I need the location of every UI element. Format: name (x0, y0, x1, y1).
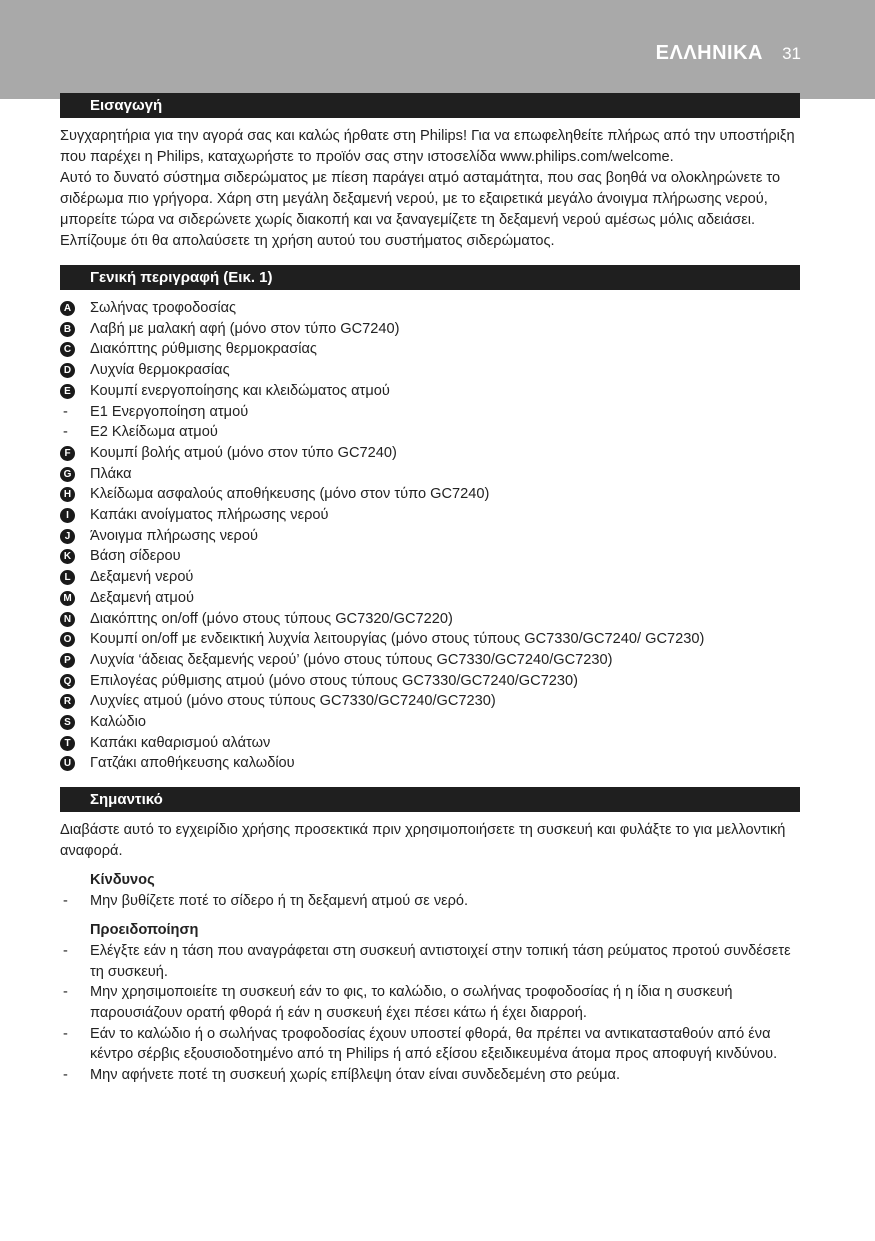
part-letter-badge: C (60, 342, 75, 357)
part-letter-badge: L (60, 570, 75, 585)
part-item-text: Δεξαμενή ατμού (90, 589, 194, 606)
section-title-important: Σημαντικό (60, 787, 800, 812)
dash-marker: - (63, 893, 68, 910)
part-item-text: Επιλογέας ρύθμισης ατμού (μόνο στους τύπους GC7330/GC7240/GC7230) (90, 672, 579, 689)
part-letter-badge: R (60, 694, 75, 709)
section-title-intro: Εισαγωγή (60, 93, 800, 118)
warning-item (60, 1024, 800, 1065)
part-item-text: Κουμπί βολής ατμού (μόνο στον τύπο GC7240) (90, 444, 397, 461)
danger-item-text: Μην βυθίζετε ποτέ το σίδερο ή τη δεξαμενή ατμού σε νερό. (90, 893, 469, 910)
intro-paragraph: Ελπίζουμε ότι θα απολαύσετε τη χρήση αυτού του συστήματος σιδερώματος. (60, 233, 555, 249)
part-item (60, 381, 800, 402)
part-letter-badge: M (60, 591, 75, 606)
part-item (60, 505, 800, 526)
part-item (60, 526, 800, 547)
part-item (60, 339, 800, 360)
warning-item-text: Ελέγξτε εάν η τάση που αναγράφεται στη συσκευή αντιστοιχεί στην τοπική τάση ρεύματος προτού συνδέσετε τη συσκευή. (90, 942, 791, 980)
part-letter-badge: I (60, 508, 75, 523)
part-item-text: Λυχνία θερμοκρασίας (90, 362, 230, 379)
part-item-text: Διακόπτης on/off (μόνο στους τύπους GC7320/GC7220) (90, 610, 453, 627)
part-letter-badge: U (60, 756, 75, 771)
part-item-text: Καπάκι καθαρισμού αλάτων (90, 734, 271, 751)
part-letter-badge: D (60, 363, 75, 378)
part-item (60, 422, 800, 443)
part-item (60, 691, 800, 712)
dash-marker: - (63, 1025, 68, 1042)
dash-marker: - (63, 1067, 68, 1084)
warning-list (60, 941, 800, 1086)
dash-marker: - (63, 984, 68, 1001)
page-header (0, 0, 875, 99)
part-letter-badge: P (60, 653, 75, 668)
part-item-text: Γατζάκι αποθήκευσης καλωδίου (90, 755, 295, 772)
warning-item-text: Εάν το καλώδιο ή ο σωλήνας τροφοδοσίας έχουν υποστεί φθορά, θα πρέπει να αντικατασταθούν από ένα κέντρο σέρβις εξουσιοδοτημένο από τη Philips ή από εξίσου εξειδικευμένα άτομα προς αποφυγή κινδύνου. (90, 1025, 778, 1063)
danger-item (60, 891, 800, 912)
part-item (60, 753, 800, 774)
part-item (60, 609, 800, 630)
part-letter-badge: F (60, 446, 75, 461)
part-item-text: Πλάκα (90, 465, 132, 482)
part-letter-badge: G (60, 467, 75, 482)
part-item (60, 733, 800, 754)
important-text (60, 820, 800, 1086)
part-item-text: Κουμπί on/off με ενδεικτική λυχνία λειτουργίας (μόνο στους τύπους GC7330/GC7240/ GC7230) (90, 631, 705, 648)
dash-marker: - (63, 942, 68, 959)
warning-item (60, 982, 800, 1023)
part-letter-badge: H (60, 487, 75, 502)
part-item (60, 464, 800, 485)
part-item (60, 360, 800, 381)
part-item (60, 319, 800, 340)
part-item-text: Λυχνίες ατμού (μόνο στους τύπους GC7330/GC7240/GC7230) (90, 693, 496, 710)
part-item (60, 546, 800, 567)
part-letter-badge: A (60, 301, 75, 316)
part-letter-badge: S (60, 715, 75, 730)
warning-item (60, 941, 800, 982)
part-letter-badge: B (60, 322, 75, 337)
part-letter-badge: O (60, 632, 75, 647)
warning-item-text: Μην χρησιμοποιείτε τη συσκευή εάν το φις, το καλώδιο, ο σωλήνας τροφοδοσίας ή η ίδια η συσκευή παρουσιάζουν ορατή φθορά ή εάν η συσκευή έχει πέσει κάτω ή έχει διαρροή. (90, 984, 733, 1021)
danger-list (60, 891, 800, 912)
language-label: ΕΛΛΗΝΙΚΑ (655, 42, 763, 64)
important-paragraph: Διαβάστε αυτό το εγχειρίδιο χρήσης προσεκτικά πριν χρησιμοποιήσετε τη συσκευή και φυλάξτε το για μελλοντική αναφορά. (60, 822, 786, 860)
part-item-text: Σωλήνας τροφοδοσίας (90, 300, 237, 316)
part-item-text: Καλώδιο (90, 714, 146, 731)
part-letter-badge: T (60, 736, 75, 751)
warning-heading: Προειδοποίηση (90, 921, 199, 938)
part-item-text: Δεξαμενή νερού (90, 569, 194, 586)
part-item-text: Κλείδωμα ασφαλούς αποθήκευσης (μόνο στον τύπο GC7240) (90, 486, 490, 503)
intro-text (60, 126, 800, 252)
part-item (60, 650, 800, 671)
part-letter-badge: J (60, 529, 75, 544)
part-letter-badge: N (60, 612, 75, 627)
part-item-text: Κουμπί ενεργοποίησης και κλειδώματος ατμού (90, 382, 390, 399)
part-item-text: Λαβή με μαλακή αφή (μόνο στον τύπο GC7240) (90, 320, 400, 337)
part-item-text: Καπάκι ανοίγματος πλήρωσης νερού (90, 507, 329, 524)
intro-paragraph: Συγχαρητήρια για την αγορά σας και καλώς ήρθατε στη Philips! Για να επωφεληθείτε πλήρως από την υποστήριξη που παρέχει η Philips, καταχωρήστε το προϊόν σας στην ιστοσελίδα www.philips.com/welcome. (60, 128, 795, 165)
part-item (60, 484, 800, 505)
part-item (60, 588, 800, 609)
danger-heading: Κίνδυνος (90, 872, 155, 889)
part-item (60, 298, 800, 319)
dash-marker: - (63, 424, 68, 441)
warning-item (60, 1065, 800, 1086)
part-item (60, 712, 800, 733)
intro-paragraph: Αυτό το δυνατό σύστημα σιδερώματος με πίεση παράγει ατμό ασταμάτητα, που σας βοηθά να ολοκληρώνετε το σιδέρωμα πιο γρήγορα. Χάρη στη μεγάλη δεξαμενή νερού, με το εξαιρετικά μεγάλο άνοιγμα πλήρωσης νερού, μπορείτε τώρα να σιδερώνετε χωρίς διακοπή και να ξαναγεμίζετε τη δεξαμενή νερού αμέσως μόλις αδειάσει. (60, 170, 781, 228)
part-item-text: Διακόπτης ρύθμισης θερμοκρασίας (90, 341, 317, 358)
page-content (60, 93, 800, 1086)
section-title-general: Γενική περιγραφή (Εικ. 1) (60, 265, 800, 290)
part-item-text: Άνοιγμα πλήρωσης νερού (90, 527, 258, 544)
part-item (60, 443, 800, 464)
parts-list (60, 298, 800, 774)
warning-item-text: Μην αφήνετε ποτέ τη συσκευή χωρίς επίβλεψη όταν είναι συνδεδεμένη στο ρεύμα. (90, 1067, 621, 1084)
part-item (60, 671, 800, 692)
part-item-text: Λυχνία ‘άδειας δεξαμενής νερού’ (μόνο στους τύπους GC7330/GC7240/GC7230) (90, 651, 613, 668)
part-item (60, 402, 800, 423)
part-item-text: E1 Ενεργοποίηση ατμού (90, 403, 249, 420)
part-item-text: Βάση σίδερου (90, 548, 181, 565)
part-item (60, 629, 800, 650)
part-letter-badge: Q (60, 674, 75, 689)
part-letter-badge: E (60, 384, 75, 399)
part-item-text: E2 Κλείδωμα ατμού (90, 424, 218, 441)
page-number: 31 (782, 44, 801, 63)
part-letter-badge: K (60, 549, 75, 564)
part-item (60, 567, 800, 588)
dash-marker: - (63, 403, 68, 420)
